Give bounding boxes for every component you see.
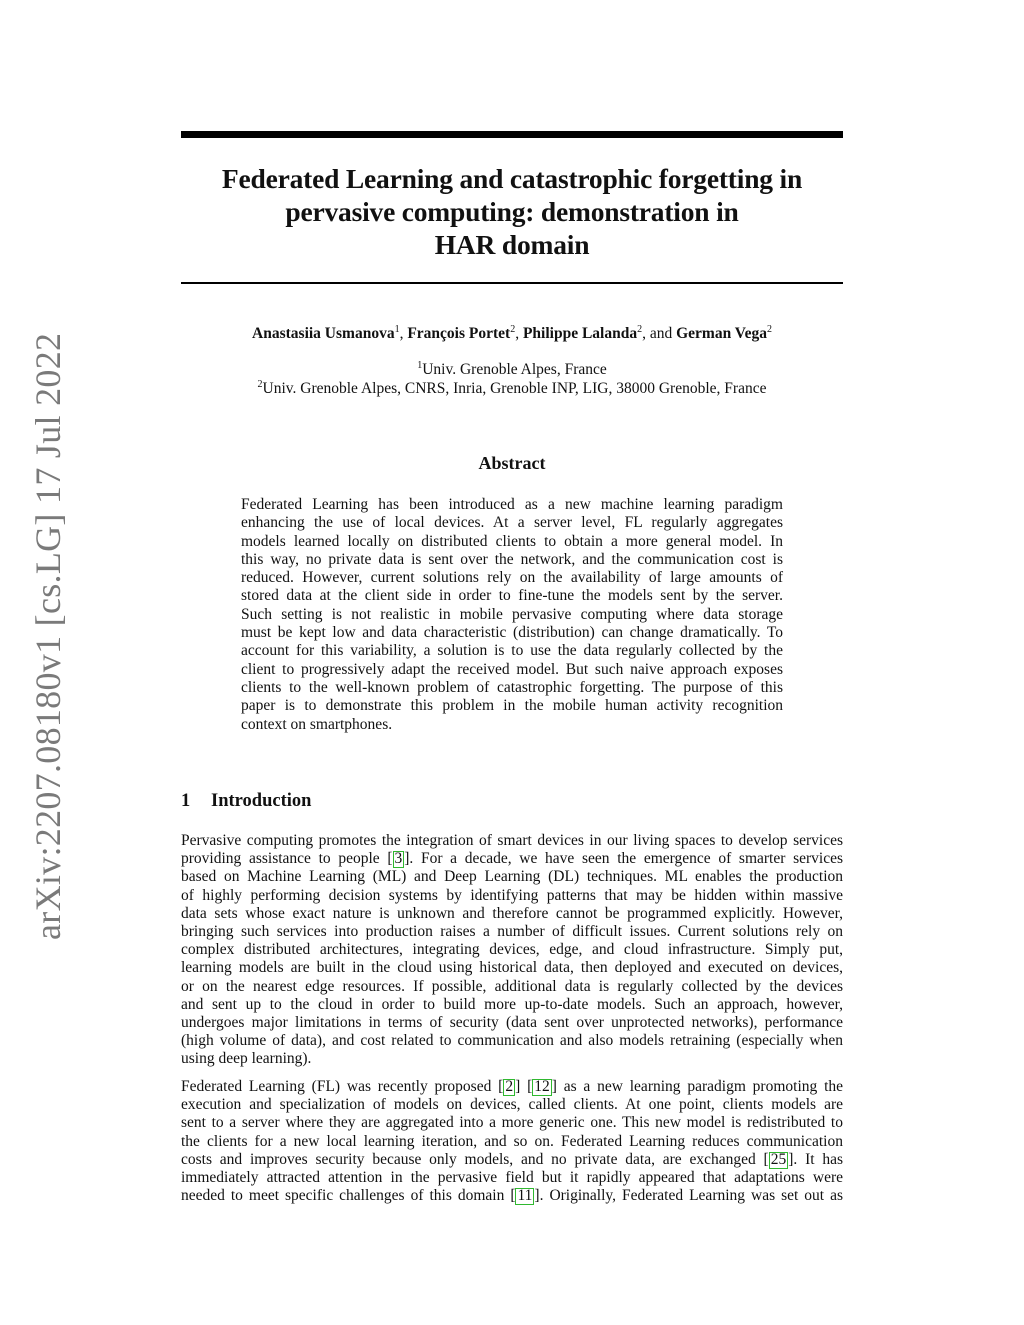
abstract-line: client to progressively adapt the received model. But such naive approach exposes (241, 660, 783, 678)
paragraph-line: the clients for a new local learning iteration, and so on. Federated Learning reduces communication (181, 1132, 843, 1150)
author-affil-mark: 1 (394, 324, 400, 335)
paragraph-line: undergoes major limitations in terms of security (data sent over unprotected networks), performance (181, 1013, 843, 1031)
paragraph-line: Pervasive computing promotes the integration of smart devices in our living spaces to develop services (181, 832, 843, 849)
paragraph-line: costs and improves security because only models, and no private data, are exchanged [ 25 ]. It has (181, 1150, 843, 1168)
section-heading-introduction (181, 790, 311, 812)
paragraph-line: complex distributed architectures, integrating devices, edge, and cloud infrastructure. Simply put, (181, 941, 843, 959)
author-name: German Vega (676, 325, 767, 342)
author-affil-mark: 2 (510, 324, 516, 335)
citation-link[interactable]: 25 (770, 1150, 787, 1168)
author-affil-mark: 2 (637, 324, 643, 335)
author-list: Anastasiia Usmanova$^1$, François Portet$^2$, Philippe Lalanda$^2$, and German Vega$^2$ (252, 324, 772, 342)
abstract-line: account for this variability, a solution is to use the data regularly collected by the (241, 642, 783, 660)
affiliation-text: Univ. Grenoble Alpes, France (422, 361, 607, 378)
author-name: Anastasiia Usmanova (252, 325, 395, 342)
title-line: HAR domain (434, 229, 590, 260)
author-connector: and (649, 325, 673, 342)
paragraph-line: sent to a server where they are aggregated into a more generic one. This new model is redistributed to (181, 1114, 843, 1132)
author-affil-mark: 2 (766, 324, 772, 335)
affiliation-mark: 2 (257, 379, 263, 390)
intro-paragraph-1 (181, 832, 843, 1068)
affiliation-text: Univ. Grenoble Alpes, CNRS, Inria, Grenoble INP, LIG, 38000 Grenoble, France (262, 380, 767, 397)
citation-link[interactable]: 3 (394, 850, 403, 868)
abstract-line: stored data at the client side in order to fine-tune the models sent by the server. (241, 587, 783, 605)
paragraph-line: based on Machine Learning (ML) and Deep Learning (DL) techniques. ML enables the production (181, 868, 843, 886)
title-bottom-rule (181, 282, 843, 284)
paragraph-line: providing assistance to people [ 3 ]. For a decade, we have seen the emergence of smarter services (181, 850, 843, 868)
abstract-body (241, 496, 783, 734)
author-name: Philippe Lalanda (522, 325, 638, 342)
abstract-line: must be kept low and data characteristic (distribution) can change dramatically. To (241, 624, 783, 642)
abstract-line: Such setting is not realistic in mobile pervasive computing where data storage (241, 605, 783, 623)
title-line: pervasive computing: demonstration in (285, 196, 739, 227)
line-text (520, 1078, 527, 1095)
section-title: Introduction (211, 791, 312, 811)
arxiv-sidebar-stamp: arXiv:2207.08180v1 [cs.LG] 17 Jul 2022 (28, 332, 68, 940)
line-text: . Originally, Federated Learning was set out as (539, 1187, 843, 1205)
paragraph-line: using deep learning). (181, 1050, 312, 1068)
abstract-line: reduced. However, current solutions rely on the availability of large amounts of (241, 569, 783, 587)
paragraph-line: (high volume of data), and cost related to communication and also models retraining (especially when (181, 1032, 843, 1050)
line-text: needed to meet specific challenges of this domain (181, 1187, 511, 1205)
abstract-line: models learned locally on distributed clients to obtain a more general model. In (241, 532, 783, 550)
title-top-rule (181, 131, 843, 138)
line-text: . For a decade, we have seen the emergence of smarter services (409, 850, 843, 868)
citation-link[interactable]: 12 (534, 1078, 550, 1095)
affiliation (181, 379, 843, 398)
abstract-heading: Abstract (478, 453, 546, 473)
affiliation-mark: 1 (417, 360, 423, 371)
abstract-line: Federated Learning has been introduced as a new machine learning paradigm (241, 496, 783, 513)
paragraph-line: of highly performing decision systems by identifying patterns that may be hidden within massive (181, 886, 843, 904)
abstract-line: context on smartphones. (241, 715, 393, 733)
line-text: Federated Learning (FL) was recently proposed (181, 1078, 499, 1095)
line-text: . It has (793, 1150, 843, 1168)
abstract-line: enhancing the use of local devices. At a server level, FL regularly aggregates (241, 514, 783, 532)
paragraph-line: or on the nearest edge resources. If possible, additional data is regularly collected by the devices (181, 977, 843, 995)
abstract-line: clients to the well-known problem of catastrophic forgetting. The purpose of this (241, 678, 783, 696)
paragraph-line: bringing such services into production raises a number of difficult issues. Current solutions rely on (181, 922, 843, 940)
paragraph-line: data sets whose exact nature is unknown and therefore cannot be programmed explicitly. However, (181, 904, 843, 922)
affiliation (181, 360, 843, 379)
paper-title (181, 162, 843, 261)
intro-paragraph-2 (181, 1078, 843, 1205)
paragraph-line: learning models are built in the cloud using historical data, then deployed and executed on devices, (181, 959, 843, 977)
author-name: François Portet (407, 325, 511, 342)
paragraph-line: Federated Learning (FL) was recently proposed [ 2 ] [ 12 ] as a new learning paradigm promoting the (181, 1078, 844, 1095)
abstract-line: this way, no private data is sent over the network, and the communication cost is (241, 550, 783, 568)
line-text: providing assistance to people (181, 850, 388, 868)
paragraph-line: and sent up to the cloud in order to build more up-to-date models. Such an approach, however, (181, 995, 843, 1013)
title-line: Federated Learning and catastrophic forgetting in (221, 163, 803, 194)
citation-link[interactable]: 2 (505, 1078, 514, 1095)
paragraph-line: needed to meet specific challenges of this domain [ 11 ]. Originally, Federated Learning was set out as (181, 1187, 843, 1205)
abstract-line: paper is to demonstrate this problem in the mobile human activity recognition (241, 697, 783, 715)
citation-link[interactable]: 11 (517, 1187, 533, 1205)
affiliation-list (181, 360, 843, 398)
line-text: as a new learning paradigm promoting the (556, 1078, 844, 1095)
paragraph-line: execution and specialization of models on devices, called clients. At one point, clients models are (181, 1096, 843, 1114)
section-number: 1 (181, 791, 191, 811)
paragraph-line: immediately attracted attention in the pervasive field but it rapidly appeared that adaptations were (181, 1168, 843, 1186)
line-text: costs and improves security because only models, and no private data, are exchanged (181, 1150, 764, 1168)
